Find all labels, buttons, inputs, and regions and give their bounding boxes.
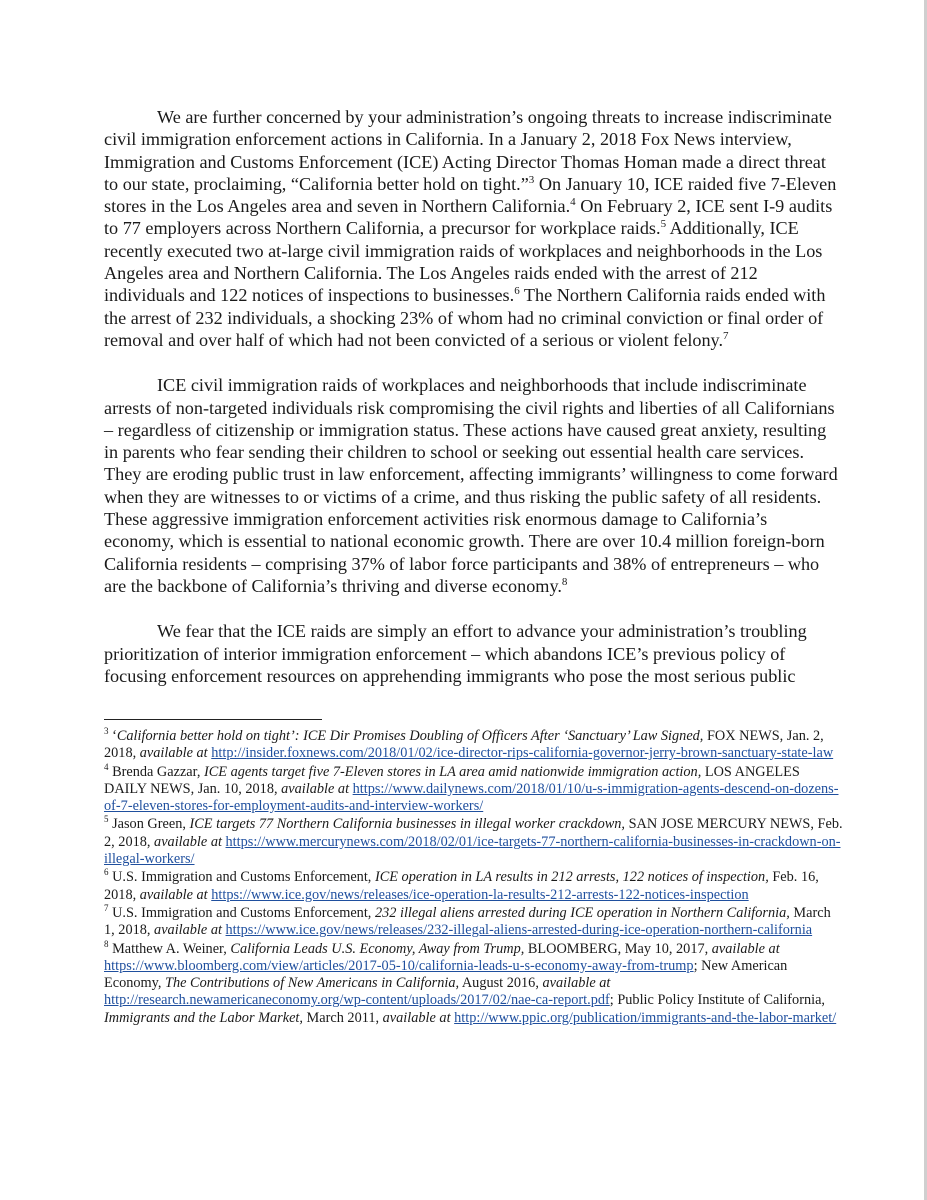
citation-url-link[interactable]: https://www.ice.gov/news/releases/ice-operation-la-results-212-arrests-122-notices-inspection xyxy=(211,886,749,903)
text-run: Brenda Gazzar, xyxy=(108,763,204,780)
citation-url-link[interactable]: http://research.newamericaneconomy.org/wp-content/uploads/2017/02/nae-ca-report.pdf xyxy=(104,992,610,1009)
text-run: Matthew A. Weiner, xyxy=(108,940,231,957)
footnote-4 xyxy=(104,761,844,816)
text-run: ; Public Policy Institute of California, xyxy=(609,992,826,1009)
text-run: ; New American Economy, xyxy=(104,957,788,992)
text-run: ‘ xyxy=(108,728,117,744)
text-run: The Northern California raids ended with the arrest of 232 individuals, a shocking 23% of whom had no criminal conviction or final order of removal and over half of which had not been convicted of a serious or violent felony. xyxy=(104,285,826,350)
text-run: March 1, 2018, xyxy=(104,904,831,939)
footnote-5 xyxy=(104,816,844,868)
text-run: FOX NEWS, Jan. 2, 2018, xyxy=(104,728,824,762)
footnote-7 xyxy=(104,905,844,940)
text-run: BLOOMBERG, May 10, 2017, xyxy=(524,940,712,957)
citation-url-link[interactable]: http://insider.foxnews.com/2018/01/02/ice-director-rips-california-governor-jerry-brown-sanctuary-state-law xyxy=(211,745,834,762)
text-run: We are further concerned by your administration’s ongoing threats to increase indiscriminate civil immigration enforcement actions in California. In a January 2, 2018 Fox News interview, Immigration and Customs Enforcement (ICE) Acting Director Thomas Homan made a direct threat to our state, proclaiming, “California better hold on tight.” xyxy=(104,107,832,194)
footnote-3 xyxy=(104,728,844,763)
footnote-ref: 3 xyxy=(104,726,109,737)
citation-title: The Contributions of New Americans in California, xyxy=(165,975,460,992)
footnote-separator xyxy=(104,719,322,720)
text-run: U.S. Immigration and Customs Enforcement, xyxy=(108,869,375,886)
text-run: LOS ANGELES DAILY NEWS, Jan. 10, 2018, xyxy=(104,763,800,797)
citation-title: available at xyxy=(281,780,350,797)
citation-title: available at xyxy=(139,886,208,903)
footnote-ref: 5 xyxy=(104,814,109,825)
text-run: March 2011, xyxy=(302,1009,383,1026)
footnote-ref: 5 xyxy=(660,218,667,231)
citation-title: ICE targets 77 Northern California businesses in illegal worker crackdown, xyxy=(189,816,626,833)
text-run: On January 10, ICE raided five 7-Eleven stores in the Los Angeles area and seven in Northern California. xyxy=(104,173,837,217)
citation-title: California better hold on tight’: ICE Dir Promises Doubling of Officers After ‘Sanctuary’ Law Signed, xyxy=(116,728,704,744)
text-run: We fear that the ICE raids are simply an effort to advance your administration’s troubling prioritization of interior immigration enforcement – which abandons ICE’s previous policy of focusing enforcement resources on apprehending immigrants who pose the most serious public xyxy=(104,621,807,686)
footnote-ref: 7 xyxy=(104,903,109,914)
citation-title: available at xyxy=(382,1009,451,1026)
text-run: August 2016, xyxy=(459,975,543,992)
text-run: SAN JOSE MERCURY NEWS, Feb. 2, 2018, xyxy=(104,816,843,850)
text-run: ICE civil immigration raids of workplaces and neighborhoods that include indiscriminate arrests of non-targeted individuals risk compromising the civil rights and liberties of all Californians – regardless of citizenship or immigration status. These actions have caused great anxiety, resulting in parents who fear sending their children to school or seeking out essential health care services. They are eroding public trust in law enforcement, affecting immigrants’ willingness to come forward when they are witnesses to or victims of a crime, and thus risking the public safety of all residents. These aggressive immigration enforcement activities risk enormous damage to California’s economy, which is essential to national economic growth. There are over 10.4 million foreign-born California residents – comprising 37% of labor force participants and 38% of entrepreneurs – who are the backbone of California’s thriving and diverse economy. xyxy=(104,375,838,596)
paragraph-civil-rights-impact xyxy=(104,374,839,597)
text-run: U.S. Immigration and Customs Enforcement, xyxy=(108,904,375,921)
paragraph-interior-enforcement xyxy=(104,620,839,687)
footnote-ref: 6 xyxy=(104,867,109,878)
citation-url-link[interactable]: https://www.bloomberg.com/view/articles/2017-05-10/california-leads-u-s-economy-away-from-trump xyxy=(104,957,694,974)
citation-url-link[interactable]: https://www.dailynews.com/2018/01/10/u-s-immigration-agents-descend-on-dozens-of-7-eleven-stores-for-employment-audits-and-interview-workers/ xyxy=(104,780,839,815)
footnotes xyxy=(104,728,844,1028)
footnote-ref: 3 xyxy=(528,173,535,186)
citation-title: available at xyxy=(139,745,208,762)
citation-title: available at xyxy=(542,975,611,992)
text-run: On February 2, ICE sent I-9 audits to 77 employers across Northern California, a precursor for workplace raids. xyxy=(104,196,833,239)
footnote-ref: 4 xyxy=(104,761,109,772)
paragraph-ice-threats xyxy=(104,106,839,351)
citation-title: Immigrants and the Labor Market, xyxy=(104,1009,303,1026)
citation-url-link[interactable]: https://www.mercurynews.com/2018/02/01/ice-targets-77-northern-california-businesses-in-crackdown-on-illegal-workers/ xyxy=(104,833,841,868)
footnote-ref: 7 xyxy=(723,329,729,342)
footnote-6 xyxy=(104,869,844,904)
citation-url-link[interactable]: https://www.ice.gov/news/releases/232-illegal-aliens-arrested-during-ice-operation-northern-california xyxy=(225,922,813,939)
footnote-ref: 4 xyxy=(570,196,576,209)
text-run: Additionally, ICE recently executed two at-large civil immigration raids of workplaces and neighborhoods in the Los Angeles area and Northern California. The Los Angeles raids ended with the arrest of 212 individuals and 122 notices of inspections to businesses. xyxy=(104,218,823,306)
footnote-8 xyxy=(104,938,844,1027)
citation-title: ICE operation in LA results in 212 arrests, 122 notices of inspection, xyxy=(374,869,769,886)
footnote-ref: 8 xyxy=(561,575,568,588)
footnote-ref: 6 xyxy=(514,285,520,298)
citation-title: ICE agents target five 7-Eleven stores in LA area amid nationwide immigration action, xyxy=(203,763,702,780)
text-run: Jason Green, xyxy=(108,816,190,833)
citation-title: California Leads U.S. Economy, Away from Trump, xyxy=(230,940,525,957)
letter-body xyxy=(104,106,839,710)
citation-title: available at xyxy=(154,833,222,850)
citation-title: available at xyxy=(154,922,222,939)
citation-url-link[interactable]: http://www.ppic.org/publication/immigrants-and-the-labor-market/ xyxy=(454,1009,837,1026)
text-run: Feb. 16, 2018, xyxy=(104,869,819,903)
citation-title: 232 illegal aliens arrested during ICE operation in Northern California, xyxy=(374,904,790,921)
citation-title: available at xyxy=(711,940,780,957)
footnote-ref: 8 xyxy=(104,938,109,949)
